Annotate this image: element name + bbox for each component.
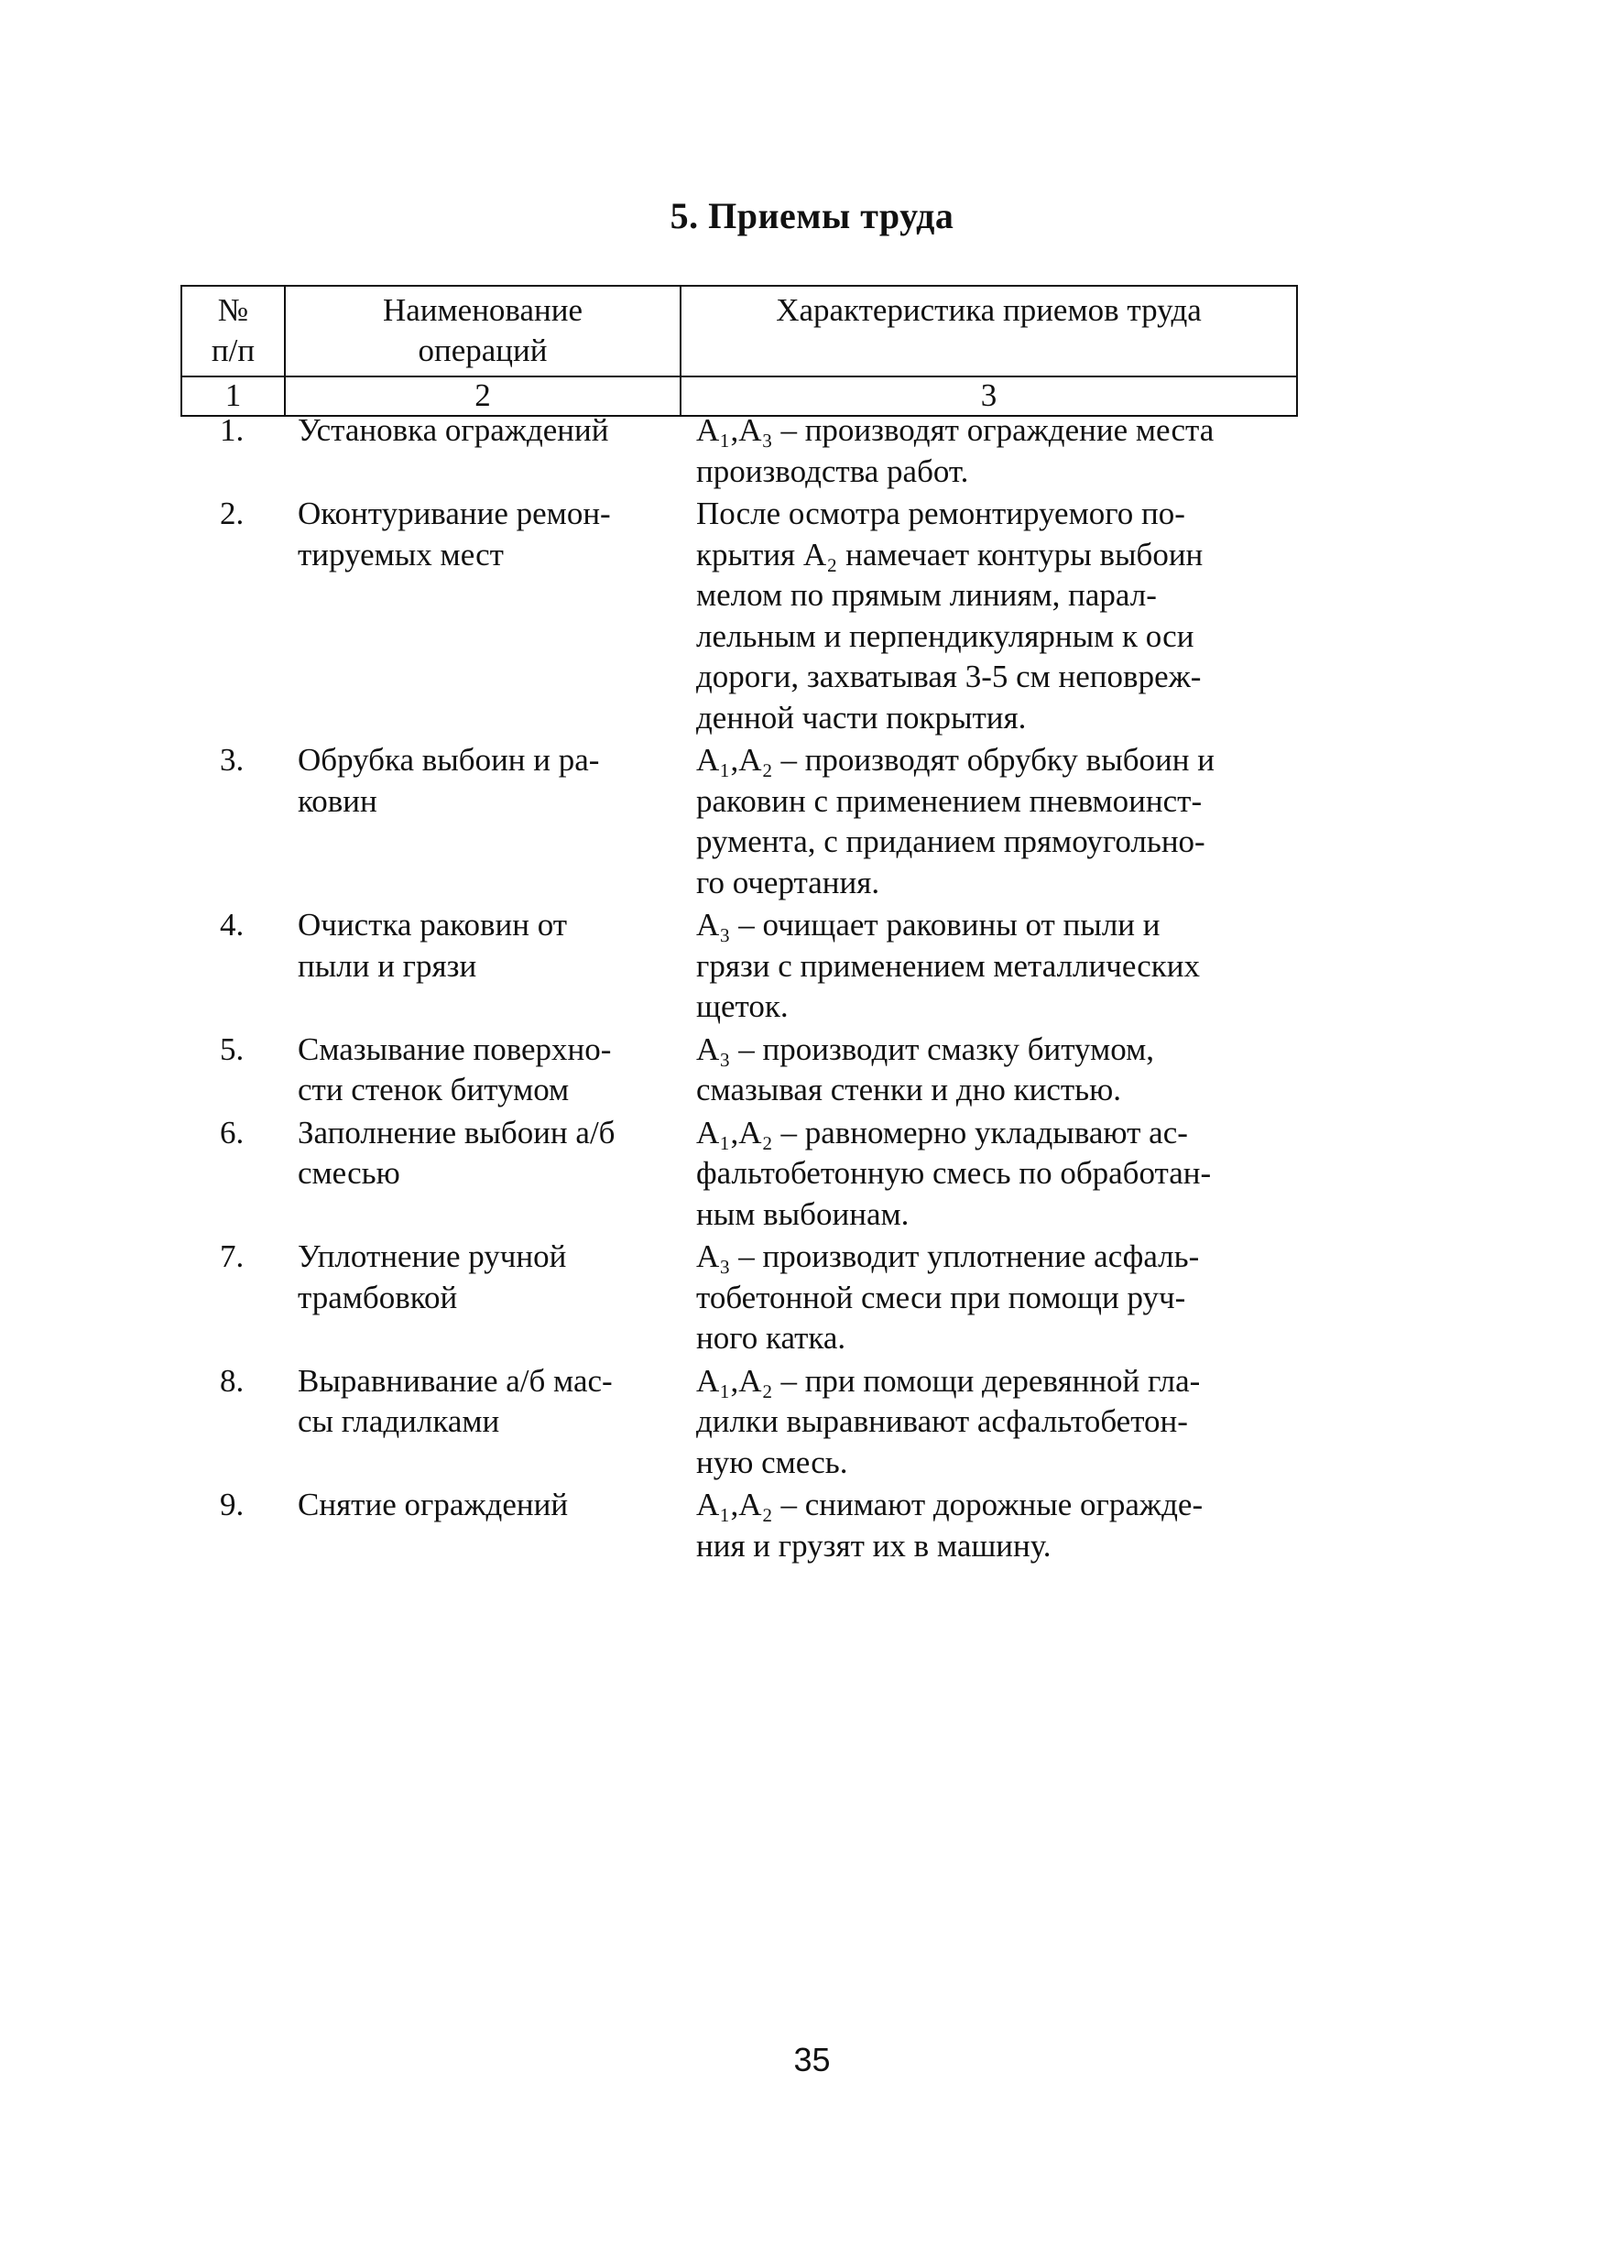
operation-line: Очистка раковин от	[298, 907, 568, 943]
header-col-operation-line2: операций	[418, 333, 548, 368]
table-row	[0, 1030, 1624, 1111]
row-operation	[298, 1485, 673, 1526]
row-description	[696, 905, 1301, 1028]
page-number: 35	[793, 2041, 831, 2078]
description-line: A₃ – очищает раковины от пыли и	[696, 907, 1161, 943]
row-operation	[298, 1361, 673, 1443]
row-description	[696, 1030, 1301, 1111]
header-col-operation-line1: Наименование	[382, 292, 583, 328]
header-names-row	[181, 286, 1297, 376]
description-line: A₁,A₂ – равномерно укладывают ас-	[696, 1114, 1188, 1150]
header-num-1: 1	[181, 376, 285, 416]
operation-line: Обрубка выбоин и ра-	[298, 742, 600, 778]
header-num-3: 3	[681, 376, 1297, 416]
row-number: 9.	[220, 1487, 245, 1522]
description-line: румента, с приданием прямоугольно-	[696, 823, 1205, 859]
row-operation	[298, 1113, 673, 1194]
description-line: щеток.	[696, 988, 789, 1024]
description-line: крытия A₂ намечает контуры выбоин	[696, 536, 1204, 572]
table-row	[0, 1113, 1624, 1236]
table-row	[0, 494, 1624, 738]
row-number: 6.	[220, 1114, 245, 1150]
row-description	[696, 1361, 1301, 1484]
row-description	[696, 1237, 1301, 1359]
header-col-number-line1: №	[217, 292, 249, 328]
operation-line: Выравнивание а/б мас-	[298, 1362, 613, 1399]
description-line: денной части покрытия.	[696, 699, 1027, 736]
description-line: A₁,A₂ – при помощи деревянной гла-	[696, 1362, 1201, 1399]
row-operation	[298, 905, 673, 987]
description-line: ную смесь.	[696, 1444, 848, 1480]
row-operation	[298, 494, 673, 575]
operation-line: Установка ограждений	[298, 412, 609, 448]
description-line: тобетонной смеси при помощи руч-	[696, 1279, 1186, 1315]
description-line: A₃ – производит уплотнение асфаль-	[696, 1238, 1200, 1274]
row-description	[696, 740, 1301, 903]
row-operation	[298, 410, 673, 452]
table-row	[0, 1485, 1624, 1566]
header-col-number	[181, 286, 285, 376]
row-operation	[298, 1237, 673, 1318]
table-body	[0, 410, 1624, 1568]
row-description	[696, 1485, 1301, 1566]
description-line: раковин с применением пневмоинст-	[696, 782, 1203, 819]
row-number: 4.	[220, 907, 245, 943]
row-number: 3.	[220, 742, 245, 778]
row-number: 2.	[220, 496, 245, 531]
operation-line: сти стенок битумом	[298, 1072, 570, 1107]
description-line: После осмотра ремонтируемого по-	[696, 496, 1185, 531]
table-row	[0, 905, 1624, 1028]
table-row	[0, 410, 1624, 492]
header-col-operation	[285, 286, 681, 376]
header-col-number-line2: п/п	[211, 333, 256, 368]
table-row	[0, 740, 1624, 903]
table-row	[0, 1361, 1624, 1484]
description-line: фальтобетонную смесь по обработан-	[696, 1155, 1212, 1191]
description-line: производства работ.	[696, 453, 969, 489]
description-line: смазывая стенки и дно кистью.	[696, 1072, 1122, 1107]
header-col-description: Характеристика приемов труда	[681, 286, 1297, 376]
operation-line: трамбовкой	[298, 1279, 458, 1315]
description-line: A₁,A₂ – снимают дорожные огражде-	[696, 1487, 1204, 1522]
operation-line: Заполнение выбоин а/б	[298, 1114, 616, 1150]
table-row	[0, 1237, 1624, 1359]
description-line: дилки выравнивают асфальтобетон-	[696, 1403, 1188, 1439]
description-line: ным выбоинам.	[696, 1195, 910, 1232]
operation-line: Смазывание поверхно-	[298, 1030, 612, 1067]
operation-line: тируемых мест	[298, 536, 504, 572]
row-description	[696, 494, 1301, 738]
description-line: A₃ – производит смазку битумом,	[696, 1030, 1154, 1067]
row-number: 1.	[220, 412, 245, 448]
row-operation	[298, 1030, 673, 1111]
row-description	[696, 410, 1301, 492]
description-line: ного катка.	[696, 1320, 846, 1356]
row-number: 7.	[220, 1238, 245, 1274]
operation-line: Снятие ограждений	[298, 1487, 569, 1522]
page-title: 5. Приемы труда	[670, 195, 954, 236]
row-number: 8.	[220, 1362, 245, 1399]
row-description	[696, 1113, 1301, 1236]
description-line: го очертания.	[696, 864, 880, 900]
row-number: 5.	[220, 1030, 245, 1067]
description-line: ния и грузят их в машину.	[696, 1527, 1052, 1564]
header-num-2: 2	[285, 376, 681, 416]
description-line: A₁,A₂ – производят обрубку выбоин и	[696, 742, 1215, 778]
operation-line: сы гладилками	[298, 1403, 500, 1439]
description-line: A₁,A₃ – производят ограждение места	[696, 412, 1215, 448]
description-line: мелом по прямым линиям, парал-	[696, 577, 1157, 613]
table-header	[180, 285, 1298, 417]
description-line: дороги, захватывая 3-5 см неповреж-	[696, 659, 1202, 694]
description-line: лельным и перпендикулярным к оси	[696, 617, 1194, 654]
operation-line: пыли и грязи	[298, 947, 477, 984]
operation-line: ковин	[298, 782, 377, 819]
operation-line: смесью	[298, 1155, 400, 1191]
row-operation	[298, 740, 673, 822]
operation-line: Оконтуривание ремон-	[298, 496, 611, 531]
description-line: грязи с применением металлических	[696, 947, 1201, 984]
operation-line: Уплотнение ручной	[298, 1238, 567, 1274]
